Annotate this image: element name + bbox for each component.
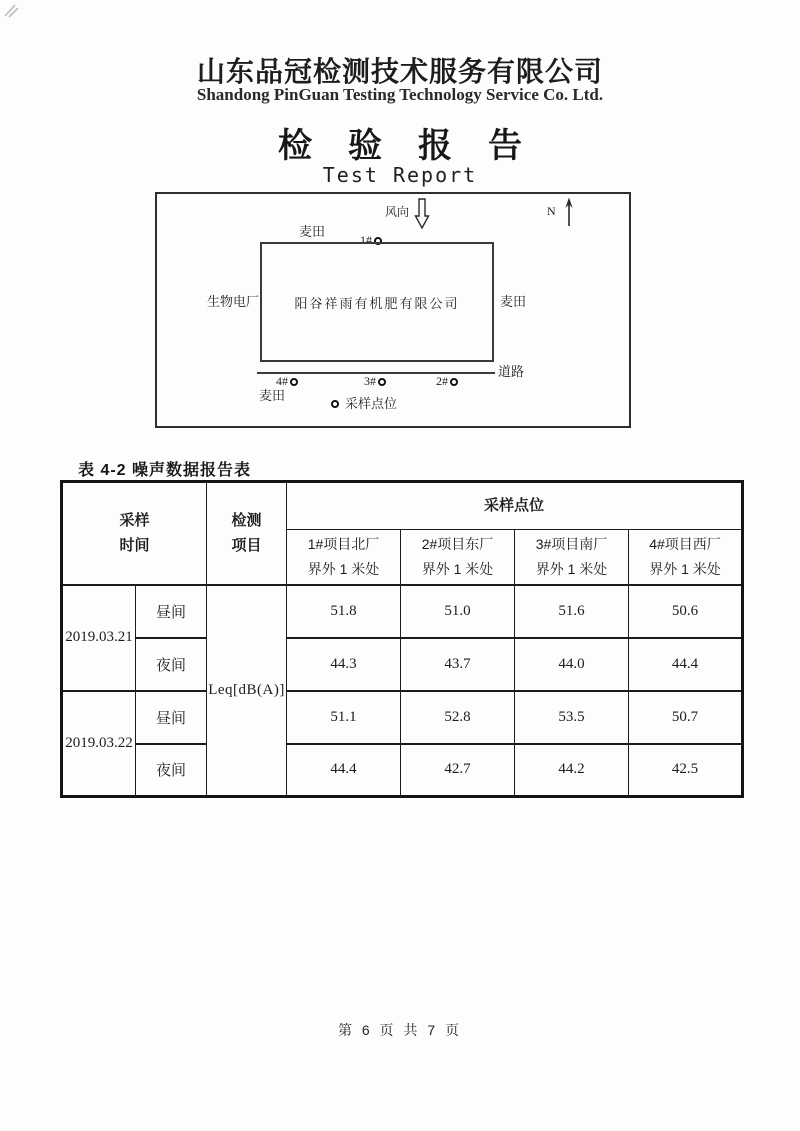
legend-label: 采样点位 <box>345 396 398 411</box>
wind-direction-label: 风向 <box>385 205 410 219</box>
point-circle-icon <box>290 378 298 386</box>
company-name-en: Shandong PinGuan Testing Technology Service Co. Ltd. <box>196 85 604 104</box>
point-circle-icon <box>378 378 386 386</box>
wheat-field-right-label: 麦田 <box>500 294 527 309</box>
value-cell: 51.1 <box>287 691 401 744</box>
header-sampling-points-group: 采样点位 <box>287 482 743 530</box>
date-cell: 2019.03.21 <box>62 585 136 691</box>
wind-direction-arrow-icon <box>414 198 430 230</box>
value-cell: 42.5 <box>629 744 743 797</box>
scan-artifact-mark <box>3 2 25 20</box>
value-cell: 44.2 <box>515 744 629 797</box>
header-test-item: 检测 项目 <box>207 482 287 585</box>
period-cell: 昼间 <box>136 585 207 638</box>
left-neighbor-label: 生物电厂 <box>207 294 260 309</box>
value-cell: 52.8 <box>401 691 515 744</box>
date-cell: 2019.03.22 <box>62 691 136 797</box>
company-name-cn: 山东品冠检测技术服务有限公司 <box>196 56 603 87</box>
point-circle-icon <box>450 378 458 386</box>
value-cell: 44.3 <box>287 638 401 691</box>
value-cell: 44.4 <box>287 744 401 797</box>
report-title-en: Test Report <box>322 163 478 187</box>
header-sampling-time: 采样 时间 <box>62 482 207 585</box>
north-label: N <box>547 204 556 218</box>
value-cell: 50.6 <box>629 585 743 638</box>
value-cell: 51.6 <box>515 585 629 638</box>
value-cell: 44.0 <box>515 638 629 691</box>
factory-name-label: 阳谷祥雨有机肥有限公司 <box>294 295 460 311</box>
value-cell: 51.8 <box>287 585 401 638</box>
table-caption: 表 4-2 噪声数据报告表 <box>78 462 252 479</box>
value-cell: 44.4 <box>629 638 743 691</box>
header-point-2: 2#项目东厂 界外 1 米处 <box>401 530 515 585</box>
table-row <box>62 585 743 638</box>
value-cell: 51.0 <box>401 585 515 638</box>
period-cell: 夜间 <box>136 638 207 691</box>
value-cell: 53.5 <box>515 691 629 744</box>
table-row <box>62 744 743 797</box>
wheat-field-bottom-label: 麦田 <box>259 388 286 403</box>
period-cell: 昼间 <box>136 691 207 744</box>
value-cell: 42.7 <box>401 744 515 797</box>
table-row <box>62 691 743 744</box>
north-arrow-icon <box>563 197 575 227</box>
page-number: 第 6 页 共 7 页 <box>337 1022 463 1038</box>
table-row <box>62 638 743 691</box>
legend-item <box>331 393 397 412</box>
header-point-3: 3#项目南厂 界外 1 米处 <box>515 530 629 585</box>
sampling-point-3: 3# <box>364 374 386 389</box>
factory-boundary-rect <box>260 242 494 362</box>
report-title-cn: 检验报告 <box>278 127 558 165</box>
sampling-point-1: 1# <box>360 233 382 248</box>
test-item-cell: Leq[dB(A)] <box>207 585 287 797</box>
site-plan-diagram <box>155 192 631 428</box>
noise-data-table <box>60 480 744 798</box>
road-label: 道路 <box>498 364 525 379</box>
value-cell: 43.7 <box>401 638 515 691</box>
legend-circle-icon <box>331 400 339 408</box>
wheat-field-top-label: 麦田 <box>299 224 326 239</box>
value-cell: 50.7 <box>629 691 743 744</box>
sampling-point-4: 4# <box>276 374 298 389</box>
header-point-4: 4#项目西厂 界外 1 米处 <box>629 530 743 585</box>
header-point-1: 1#项目北厂 界外 1 米处 <box>287 530 401 585</box>
period-cell: 夜间 <box>136 744 207 797</box>
sampling-point-2: 2# <box>436 374 458 389</box>
